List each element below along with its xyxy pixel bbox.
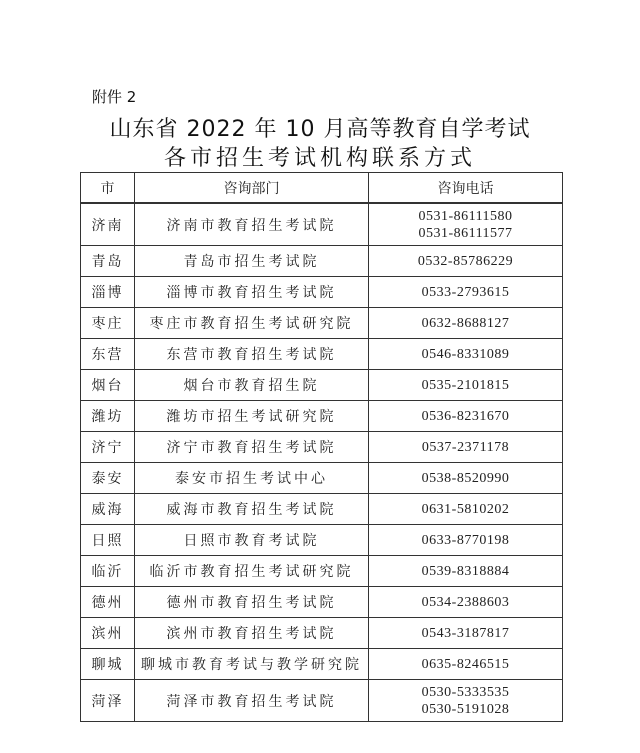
- department-cell: 日照市教育考试院: [135, 525, 369, 556]
- phone-number: 0543-3187817: [421, 625, 510, 641]
- phone-cell: [369, 246, 563, 277]
- phone-number: 0530-5191028: [421, 701, 510, 717]
- city-cell: 烟台: [81, 370, 135, 401]
- table-row: [81, 401, 563, 432]
- city-cell: 青岛: [81, 246, 135, 277]
- phone-cell: [369, 680, 563, 722]
- table-row: [81, 618, 563, 649]
- department-cell: 济南市教育招生考试院: [135, 203, 369, 246]
- phone-number: 0533-2793615: [421, 284, 510, 300]
- table-body: [81, 203, 563, 722]
- document-subtitle: 各市招生考试机构联系方式: [163, 146, 476, 171]
- table-row: [81, 649, 563, 680]
- department-cell: 枣庄市教育招生考试研究院: [135, 308, 369, 339]
- phone-number: 0539-8318884: [421, 563, 510, 579]
- table-row: [81, 432, 563, 463]
- department-cell: 滨州市教育招生考试院: [135, 618, 369, 649]
- phone-number: 0632-8688127: [421, 315, 510, 331]
- phone-number: 0546-8331089: [421, 346, 510, 362]
- phone-number: 0633-8770198: [421, 532, 510, 548]
- phone-number: 0535-2101815: [421, 377, 510, 393]
- phone-number: 0531-86111577: [418, 225, 513, 241]
- city-cell: 济宁: [81, 432, 135, 463]
- department-cell: 烟台市教育招生院: [135, 370, 369, 401]
- phone-cell: [369, 587, 563, 618]
- table-row: [81, 463, 563, 494]
- city-cell: 淄博: [81, 277, 135, 308]
- table-row: [81, 308, 563, 339]
- city-cell: 聊城: [81, 649, 135, 680]
- city-cell: 威海: [81, 494, 135, 525]
- phone-cell: [369, 277, 563, 308]
- department-cell: 威海市教育招生考试院: [135, 494, 369, 525]
- phone-cell: [369, 401, 563, 432]
- document-title: 山东省 2022 年 10 月高等教育自学考试: [109, 117, 531, 142]
- table-row: [81, 494, 563, 525]
- phone-number: 0631-5810202: [421, 501, 510, 517]
- phone-number: 0531-86111580: [418, 208, 513, 224]
- contacts-table: [80, 172, 563, 722]
- table-row: [81, 246, 563, 277]
- attachment-label: 附件 2: [92, 88, 137, 106]
- city-cell: 日照: [81, 525, 135, 556]
- header-row: [81, 173, 563, 204]
- phone-cell: [369, 203, 563, 246]
- table-row: [81, 680, 563, 722]
- phone-number: 0534-2388603: [421, 594, 510, 610]
- phone-number: 0635-8246515: [421, 656, 510, 672]
- phone-number: 0538-8520990: [421, 470, 510, 486]
- department-cell: 东营市教育招生考试院: [135, 339, 369, 370]
- department-cell: 菏泽市教育招生考试院: [135, 680, 369, 722]
- table-row: [81, 203, 563, 246]
- department-cell: 潍坊市招生考试研究院: [135, 401, 369, 432]
- city-cell: 东营: [81, 339, 135, 370]
- department-cell: 青岛市招生考试院: [135, 246, 369, 277]
- table-row: [81, 339, 563, 370]
- table-header: [81, 173, 563, 204]
- city-cell: 济南: [81, 203, 135, 246]
- city-cell: 泰安: [81, 463, 135, 494]
- table-row: [81, 556, 563, 587]
- department-cell: 济宁市教育招生考试院: [135, 432, 369, 463]
- department-cell: 临沂市教育招生考试研究院: [135, 556, 369, 587]
- phone-number: 0536-8231670: [421, 408, 510, 424]
- table-row: [81, 370, 563, 401]
- phone-cell: [369, 370, 563, 401]
- table-row: [81, 525, 563, 556]
- department-cell: 淄博市教育招生考试院: [135, 277, 369, 308]
- city-cell: 潍坊: [81, 401, 135, 432]
- phone-cell: [369, 339, 563, 370]
- city-cell: 滨州: [81, 618, 135, 649]
- department-cell: 泰安市招生考试中心: [135, 463, 369, 494]
- phone-number: 0530-5333535: [421, 684, 510, 700]
- column-header-city: 市: [81, 173, 135, 204]
- department-cell: 聊城市教育考试与教学研究院: [135, 649, 369, 680]
- phone-cell: [369, 618, 563, 649]
- phone-number: 0532-85786229: [417, 253, 514, 269]
- column-header-department: 咨询部门: [135, 173, 369, 204]
- column-header-phone: 咨询电话: [369, 173, 563, 204]
- phone-cell: [369, 525, 563, 556]
- table-row: [81, 277, 563, 308]
- phone-cell: [369, 463, 563, 494]
- city-cell: 菏泽: [81, 680, 135, 722]
- phone-number: 0537-2371178: [421, 439, 510, 455]
- phone-cell: [369, 308, 563, 339]
- city-cell: 临沂: [81, 556, 135, 587]
- table-row: [81, 587, 563, 618]
- phone-cell: [369, 556, 563, 587]
- phone-cell: [369, 494, 563, 525]
- department-cell: 德州市教育招生考试院: [135, 587, 369, 618]
- city-cell: 德州: [81, 587, 135, 618]
- phone-cell: [369, 649, 563, 680]
- phone-cell: [369, 432, 563, 463]
- city-cell: 枣庄: [81, 308, 135, 339]
